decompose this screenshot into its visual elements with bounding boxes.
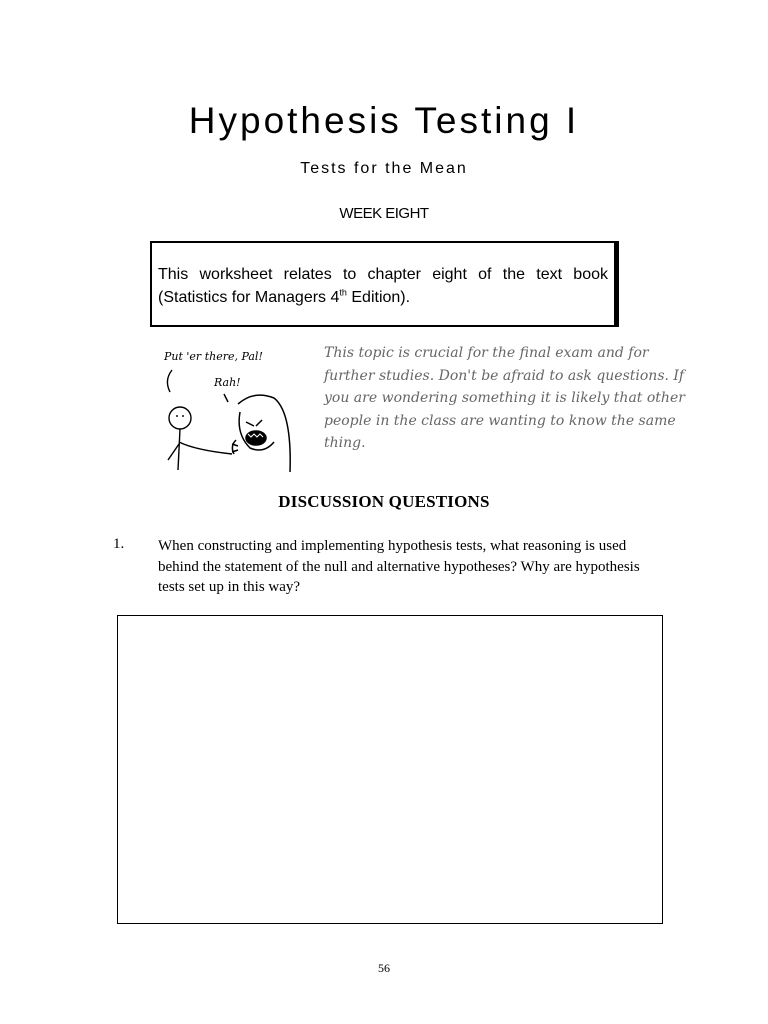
page-number: 56 xyxy=(378,961,390,975)
notice-superscript: th xyxy=(339,287,347,298)
question-number: 1. xyxy=(113,536,125,552)
worksheet-notice-box xyxy=(150,241,616,327)
answer-box[interactable] xyxy=(117,615,663,924)
week-label: WEEK EIGHT xyxy=(339,205,429,222)
discussion-heading: DISCUSSION QUESTIONS xyxy=(278,492,490,511)
page-title: Hypothesis Testing I xyxy=(188,100,580,141)
page-subtitle: Tests for the Mean xyxy=(300,160,468,177)
cartoon-illustration xyxy=(150,342,315,478)
cartoon-speech-2: Rah! xyxy=(214,376,241,389)
hooded-monster-icon xyxy=(224,394,290,472)
notice-text-end: Edition). xyxy=(346,289,411,306)
encouragement-note: This topic is crucial for the final exam and for further studies. Don't be afraid to ask questions. If you are wondering something it is likely that other people in the class are wanting to know the same thing. xyxy=(324,345,685,451)
notice-text: This worksheet relates to chapter eight of the text book (Statistics for Managers 4 xyxy=(158,266,608,306)
question-text: When constructing and implementing hypothesis tests, what reasoning is used behind the statement of the null and alternative hypotheses? Why are hypothesis tests set up in this way? xyxy=(158,538,640,595)
cartoon-speech-1: Put 'er there, Pal! xyxy=(164,350,263,363)
